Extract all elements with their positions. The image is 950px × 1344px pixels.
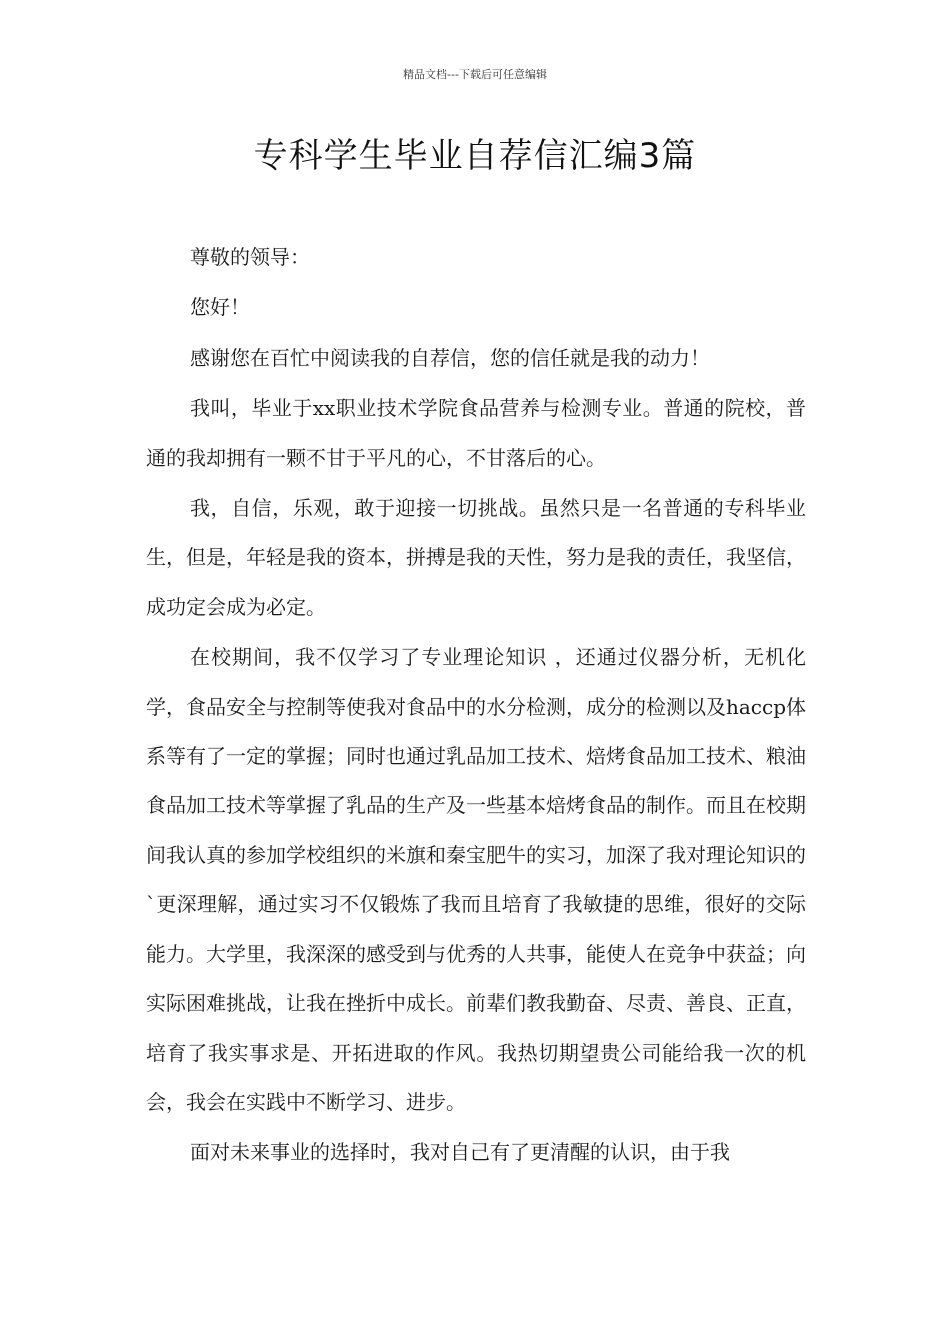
document-title: 专科学生毕业自荐信汇编3篇 — [253, 136, 697, 176]
salutation: 尊敬的领导： — [190, 245, 310, 269]
paragraph: 感谢您在百忙中阅读我的自荐信，您的信任就是我的动力！ — [190, 345, 710, 370]
header-note: 精品文档---下载后可任意编辑 — [403, 68, 547, 81]
paragraph: 我叫，毕业于xx职业技术学院食品营养与检测专业。普通的院校，普通的我却拥有一颗不甘于平凡的心，不甘落后的心。 — [146, 396, 806, 470]
paragraph: 我，自信，乐观，敢于迎接一切挑战。虽然只是一名普通的专科毕业生，但是，年轻是我的资本，拼搏是我的天性，努力是我的责任，我坚信，成功定会成为必定。 — [146, 496, 806, 619]
paragraph: 面对未来事业的选择时，我对自己有了更清醒的认识，由于我 — [190, 1140, 730, 1165]
letter-body — [146, 233, 806, 1178]
paragraph: 在校期间，我不仅学习了专业理论知识 ，还通过仪器分析，无机化学，食品安全与控制等使我对食品中的水分检测，成分的检测以及haccp体系等有了一定的掌握；同时也通过乳品加工技术、焙烤食品加工技术、粮油食品加工技术等掌握了乳品的生产及一些基本焙烤食品的制作。而且在校期间我认真的参加学校组织的米旗和秦宝肥牛的实习，加深了我对理论知识的`更深理解，通过实习不仅锻炼了我而且培育了我敏捷的思维，很好的交际能力。大学里，我深深的感受到与优秀的人共事，能使人在竞争中获益；向实际困难挑战，让我在挫折中成长。前辈们教我勤奋、尽责、善良、正直，培育了我实事求是、开拓进取的作风。我热切期望贵公司能给我一次的机会，我会在实践中不断学习、进步。 — [146, 645, 807, 1114]
greeting: 您好！ — [190, 295, 250, 320]
